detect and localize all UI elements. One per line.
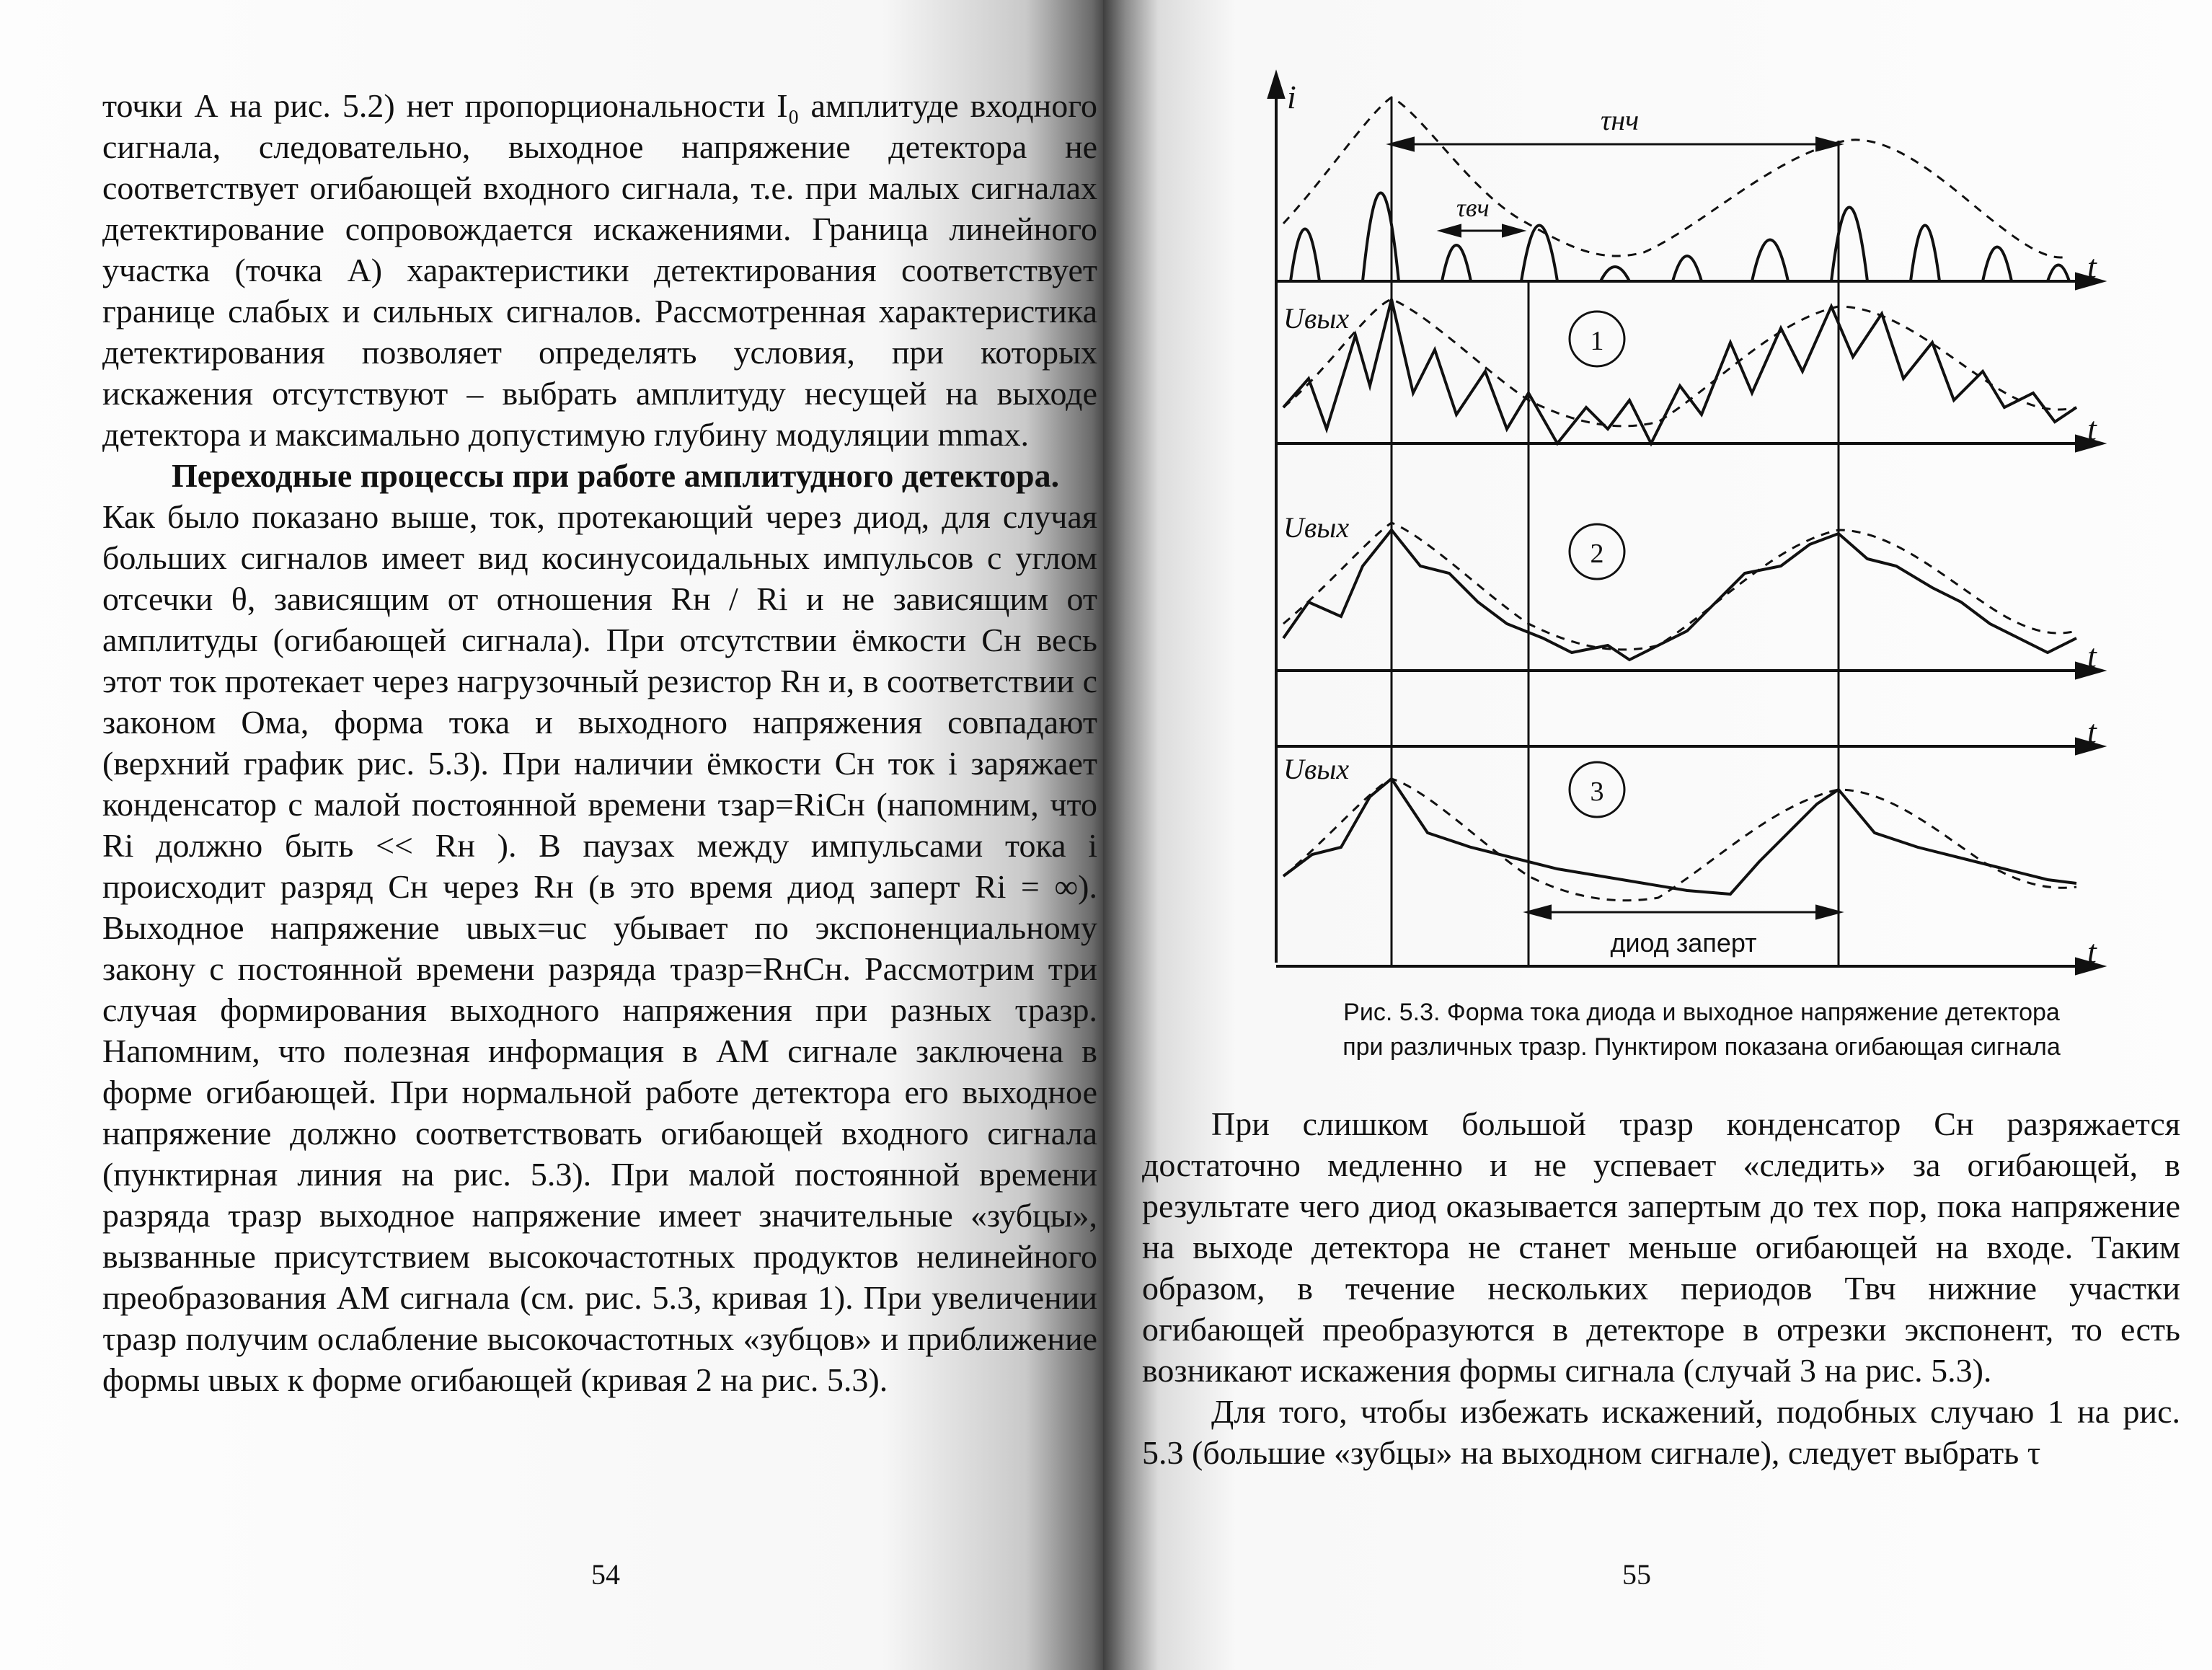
label-tvch: τвч (1456, 193, 1490, 222)
left-page-text (102, 85, 1097, 1400)
axis-label-t: t (2087, 248, 2097, 285)
paragraph: точки А на рис. 5.2) нет пропорциональности I₀ амплитуде входного сигнала, следовательно, выходное напряжение детектора не соответствует огибающей входного сигнала, т.е. при малых сигналах детектирование сопровождается искажениями. Граница линейного участка (точка А) характеристики детектирования соответствует границе слабых и сильных сигналов. Рассмотренная характеристика детектирования позволяет определять условия, при которых искажения отсутствуют – выбрать амплитуду несущей на выходе детектора и максимально допустимую глубину модуляции mmax. (102, 87, 1097, 453)
section-heading (102, 455, 1097, 496)
envelope-curve-1 (1283, 299, 2076, 426)
heading-text: Переходные процессы при работе амплитудного детектора. (172, 457, 1060, 494)
axis-label-i: i (1287, 79, 1296, 115)
paragraph: При слишком большой τразр конденсатор Cн разряжается достаточно медленно и не успевает «следить» за огибающей, в результате чего диод оказывается запертым до тех пор, пока напряжение на выходе детектора не станет меньше огибающей на входе. Таким образом, в течение нескольких периодов Tвч нижние участки огибающей преобразуются в детекторе в отрезки экспонент, то есть возникают искажения формы сигнала (случай 3 на рис. 5.3). (1142, 1105, 2180, 1389)
output-curve-3 (1283, 779, 2076, 894)
page-number-left: 54 (591, 1558, 620, 1591)
axis-label-t: t (2087, 933, 2097, 970)
label-tnch: τнч (1601, 104, 1640, 136)
axis-arrow-i (1269, 74, 1283, 97)
curve-2-label: 2 (1590, 539, 1604, 569)
axis-label-uvyx: Uвых (1283, 753, 1350, 785)
figure-diagram (1182, 69, 2141, 984)
axis-label-t: t (2087, 713, 2097, 750)
label-diode-closed: диод заперт (1610, 928, 1757, 958)
output-curve-1 (1283, 299, 2076, 443)
axis-label-t: t (2087, 637, 2097, 674)
right-page-text (1142, 1103, 2180, 1473)
current-pulses (1291, 193, 2069, 282)
paragraph: Для того, чтобы избежать искажений, подобных случаю 1 на рис. 5.3 (большие «зубцы» на выходном сигнале), следует выбрать τ (1142, 1393, 2180, 1471)
caption-line-2: при различных τразр. Пунктиром показана огибающая сигнала (1342, 1033, 2061, 1061)
curve-3-label: 3 (1590, 777, 1604, 807)
figure-5-3 (1182, 69, 2141, 984)
caption-line-1: Рис. 5.3. Форма тока диода и выходное напряжение детектора (1343, 999, 2060, 1026)
left-page (0, 0, 1103, 1670)
paragraph: Как было показано выше, ток, протекающий через диод, для случая больших сигналов имеет вид косинусоидальных импульсов с углом отсечки θ, зависящим от отношения Rн / Ri и не зависящим от амплитуды (огибающей сигнала). При отсутствии ёмкости Cн весь этот ток протекает через нагрузочный резистор Rн и, в соответствии с законом Ома, форма тока и выходного напряжения совпадают (верхний график рис. 5.3). При наличии ёмкости Cн ток i заряжает конденсатор с малой постоянной времени τзар=RiCн (напомним, что Ri должно быть << Rн ). В паузах между импульсами тока i происходит разряд Cн через Rн (в это время диод заперт Ri = ∞). Выходное напряжение uвых=uc убывает по экспоненциальному закону с постоянной времени разряда τразр=RнCн. Рассмотрим три случая формирования выходного напряжения при разных τразр. Напомним, что полезная информация в АМ сигнале заключена в форме огибающей. При нормальной работе детектора его выходное напряжение должно соответствовать огибающей входного сигнала (пунктирная линия на рис. 5.3). При малой постоянной времени разряда τразр выходное напряжение имеет значительные «зубцы», вызванные присутствием высокочастотных продуктов нелинейного преобразования АМ сигнала (см. рис. 5.3, кривая 1). При увеличении τразр получим ослабление высокочастотных «зубцов» и приближение формы uвых к форме огибающей (кривая 2 на рис. 5.3). (102, 498, 1097, 1398)
axis-label-uvyx: Uвых (1283, 511, 1350, 544)
page-number-right: 55 (1622, 1558, 1651, 1591)
figure-caption (1255, 995, 2149, 1064)
axis-label-t: t (2087, 410, 2097, 447)
curve-1-label: 1 (1590, 326, 1604, 356)
envelope-top (1283, 97, 2069, 257)
axis-label-uvyx: Uвых (1283, 302, 1350, 335)
right-page (1103, 0, 2212, 1670)
output-curve-2 (1283, 530, 2076, 660)
